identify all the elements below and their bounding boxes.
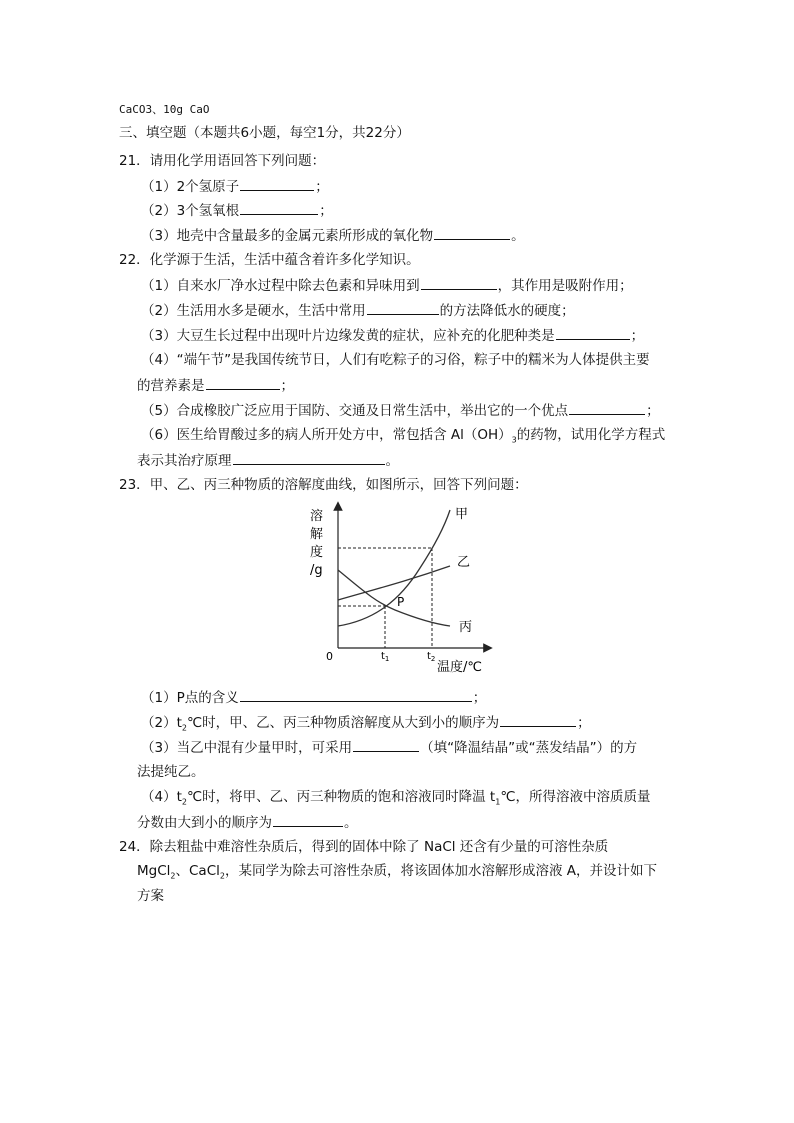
answer-blank[interactable] [353, 738, 419, 752]
q23-part4-cont [137, 813, 358, 832]
q22-part5-text: （5）合成橡胶广泛应用于国防、交通及日常生活中，举出它的一个优点 [141, 403, 569, 419]
q22-part6-cont [137, 451, 399, 470]
curve-yi [338, 566, 450, 600]
q22-part3 [141, 326, 644, 345]
section-title-text: 三、填空题（本题共6小题，每空1分，共22分） [119, 125, 410, 141]
q24-text-2b: 、CaCl [175, 863, 220, 879]
punct: ； [280, 378, 294, 394]
punct: ； [646, 403, 660, 419]
q23-part4-text-c: ℃，所得溶液中溶质质量 [500, 789, 651, 805]
punct: 。 [344, 815, 358, 831]
q21-part1-text: （1）2个氢原子 [141, 179, 240, 195]
answer-blank[interactable] [206, 376, 280, 390]
q23-part2-text-b: ℃时，甲、乙、丙三种物质溶解度从大到小的顺序为 [186, 715, 500, 731]
q24-text-1: 24．除去粗盐中难溶性杂质后，得到的固体中除了 NaCl 还含有少量的可溶性杂质 [119, 839, 609, 855]
subscript: 1 [495, 797, 501, 807]
q24-text-2a: MgCl [137, 863, 171, 879]
previous-answer-text: CaCO3、10g CaO [119, 103, 210, 116]
q21-stem-text: 21．请用化学用语回答下列问题： [119, 153, 326, 169]
q24-text-2c: ，某同学为除去可溶性杂质，将该固体加水溶解形成溶液 A，并设计如下 [224, 863, 658, 879]
q22-part6-text-c: 表示其治疗原理 [137, 453, 232, 469]
q22-part1 [141, 276, 633, 295]
subscript: 2 [181, 723, 187, 733]
q22-part4-text: （4）“端午节”是我国传统节日，人们有吃粽子的习俗，粽子中的糯米为人体提供主要 [141, 352, 650, 368]
q23-part2-text: （2）t [141, 715, 182, 731]
point-p-label: P [397, 595, 405, 609]
q22-part6-text: （6）医生给胃酸过多的病人所开处方中，常包括含 Al（OH） [141, 427, 512, 443]
punct: ； [472, 690, 487, 706]
q22-stem-text: 22．化学源于生活，生活中蕴含着许多化学知识。 [119, 252, 420, 268]
answer-blank[interactable] [273, 813, 343, 827]
curve-bing [338, 570, 450, 626]
q23-part3-text-b: （填“降温结晶”或“蒸发结晶”）的方 [420, 740, 638, 756]
label-yi: 乙 [457, 555, 471, 570]
punct: ； [577, 715, 591, 731]
q22-stem [119, 251, 420, 269]
answer-blank[interactable] [233, 451, 385, 465]
q23-part3-text-c: 法提纯乙。 [137, 764, 205, 780]
q23-stem [119, 476, 528, 494]
q22-part4 [141, 351, 650, 369]
q23-part4-text-d: 分数由大到小的顺序为 [137, 815, 272, 831]
q22-part1-text-end: ，其作用是吸附作用； [497, 278, 633, 294]
q23-stem-text: 23．甲、乙、丙三种物质的溶解度曲线，如图所示，回答下列问题： [119, 477, 528, 493]
subscript: 2 [219, 871, 225, 881]
answer-blank[interactable] [500, 713, 576, 727]
answer-blank[interactable] [367, 301, 439, 315]
q24-line1 [119, 838, 608, 856]
q24-line3 [137, 887, 164, 905]
answer-blank[interactable] [240, 177, 314, 191]
q23-part4-text-b: ℃时，将甲、乙、丙三种物质的饱和溶液同时降温 t [186, 789, 496, 805]
q23-part1 [141, 688, 486, 707]
y-axis-label-3: 度 [310, 545, 324, 560]
answer-blank[interactable] [240, 688, 472, 702]
subscript: 2 [170, 871, 176, 881]
previous-answer-line [119, 101, 209, 119]
q23-part4 [141, 788, 651, 806]
subscript: 2 [181, 797, 187, 807]
q21-part3-text: （3）地壳中含量最多的金属元素所形成的氧化物 [141, 228, 434, 244]
q22-part2-text-end: 的方法降低水的硬度； [439, 303, 575, 319]
q23-part3 [141, 738, 637, 757]
q24-line2 [137, 862, 657, 880]
punct: ； [319, 203, 333, 219]
punct: 。 [385, 453, 399, 469]
q23-part3-text: （3）当乙中混有少量甲时，可采用 [141, 740, 353, 756]
q23-part1-text: （1）P点的含义 [141, 690, 239, 706]
solubility-chart [300, 500, 500, 678]
q22-part1-text: （1）自来水厂净水过程中除去色素和异味用到 [141, 278, 420, 294]
answer-blank[interactable] [240, 201, 318, 215]
q22-part6 [141, 426, 665, 444]
q22-part2-text: （2）生活用水多是硬水，生活中常用 [141, 303, 366, 319]
subscript: 3 [511, 435, 517, 445]
curve-jia [338, 510, 450, 626]
x-axis-label: 温度/℃ [437, 660, 482, 675]
q23-part2 [141, 713, 591, 732]
origin-label: 0 [326, 650, 333, 663]
q21-part3 [141, 226, 525, 245]
q21-part2 [141, 201, 333, 220]
q24-text-3: 方案 [137, 888, 164, 904]
y-axis-label-1: 溶 [310, 509, 324, 524]
q22-part3-text: （3）大豆生长过程中出现叶片边缘发黄的症状，应补充的化肥种类是 [141, 328, 555, 344]
label-jia: 甲 [455, 507, 469, 522]
t1-label: $t_1$ [381, 651, 390, 663]
punct: ； [630, 328, 645, 344]
y-axis-label-4: /g [310, 563, 323, 578]
y-axis-label-2: 解 [310, 527, 324, 542]
answer-blank[interactable] [434, 226, 510, 240]
punct: ； [315, 179, 329, 195]
q21-part2-text: （2）3个氢氧根 [141, 203, 240, 219]
q23-part4-text: （4）t [141, 789, 182, 805]
q21-part1 [141, 177, 329, 196]
label-bing: 丙 [459, 620, 473, 635]
q23-part3-cont [137, 763, 205, 781]
answer-blank[interactable] [569, 401, 645, 415]
punct: 。 [511, 228, 525, 244]
q22-part4-cont [137, 376, 294, 395]
q22-part2 [141, 301, 575, 320]
t2-label: $t_2$ [427, 651, 436, 663]
section-title [119, 124, 410, 142]
q22-part6-text-b: 的药物，试用化学方程式 [516, 427, 666, 443]
answer-blank[interactable] [556, 326, 630, 340]
q22-part4-text-cont: 的营养素是 [137, 378, 205, 394]
answer-blank[interactable] [421, 276, 497, 290]
q22-part5 [141, 401, 660, 420]
q21-stem [119, 152, 325, 170]
